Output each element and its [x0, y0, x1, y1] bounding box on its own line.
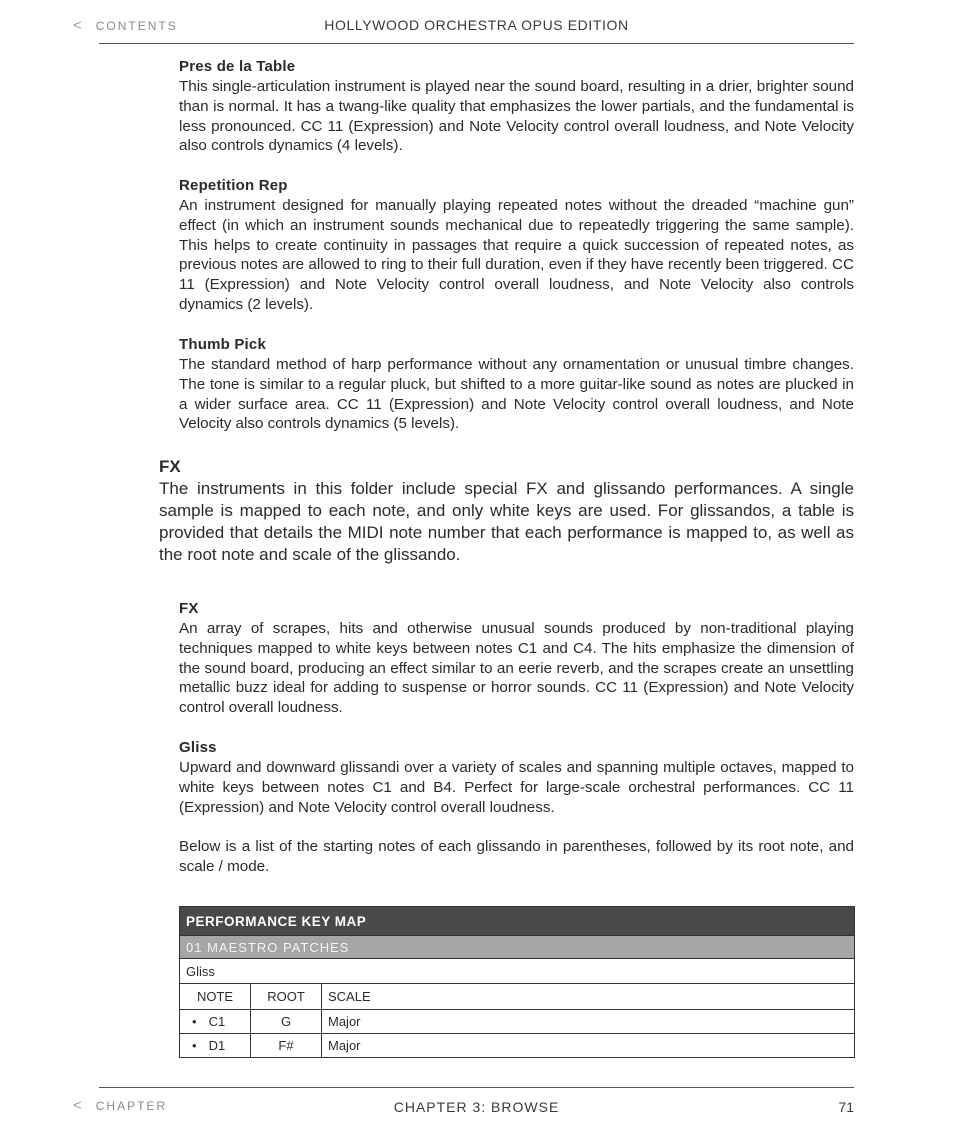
articulation-pres-de-la-table	[179, 57, 854, 156]
note-cell	[180, 1010, 251, 1034]
table-row	[180, 1010, 855, 1034]
fx-section	[159, 456, 854, 566]
fx-item-body: Upward and downward glissandi over a variety of scales and spanning multiple octaves, mapped to white keys between notes C1 and B4. Perfect for large-scale orchestral performances. CC 11 (Expression) and Note Velocity control overall loudness.	[179, 759, 854, 816]
contents-link-label: CONTENTS	[95, 18, 178, 33]
table-row	[180, 1034, 855, 1058]
articulation-body: The standard method of harp performance without any ornamentation or unusual timbre changes. The tone is similar to a regular pluck, but shifted to a more guitar-like sound as notes are plucked in a wider surface area. CC 11 (Expression) and Note Velocity control overall loudness, and Note Velocity also controls dynamics (5 levels).	[179, 356, 854, 433]
chevron-left-icon: <	[73, 17, 82, 34]
chevron-left-icon: <	[73, 1097, 82, 1114]
key-map-group-row	[180, 959, 855, 984]
fx-item-fx	[179, 599, 854, 718]
column-header-note: NOTE	[180, 984, 251, 1010]
articulation-title: Pres de la Table	[179, 58, 296, 75]
articulation-body: This single-articulation instrument is played near the sound board, resulting in a drier, brighter sound than is normal. It has a twang-like quality that emphasizes the lower partials, and the fundamental is less pronounced. CC 11 (Expression) and Note Velocity control overall loudness, and Note Velocity also controls dynamics (4 levels).	[179, 78, 854, 155]
articulation-thumb-pick	[179, 335, 854, 434]
key-map-subheader-row	[180, 936, 855, 959]
fx-item-title: FX	[179, 600, 199, 617]
note-value: C1	[208, 1014, 226, 1029]
note-cell	[180, 1034, 251, 1058]
key-map-title: PERFORMANCE KEY MAP	[180, 907, 855, 936]
articulation-body: An instrument designed for manually playing repeated notes without the dreaded “machine gun” effect (in which an instrument sounds mechanical due to repeatedly triggering the same sample). This helps to create continuity in passages that require a quick succession of repeated notes, as previous notes are allowed to ring to their full duration, even if they have recently been triggered. CC 11 (Expression) and Note Velocity control overall loudness, and Note Velocity also controls dynamics (2 levels).	[179, 197, 854, 313]
articulation-repetition-rep	[179, 176, 854, 315]
bullet-icon: •	[192, 1038, 197, 1053]
section-intro: The instruments in this folder include special FX and glissando performances. A single sample is mapped to each note, and only white keys are used. For glissandos, a table is provided that details the MIDI note number that each performance is mapped to, as well as the root note and scale of the glissando.	[159, 479, 854, 564]
fx-item-gliss	[179, 738, 854, 817]
root-cell: F#	[251, 1034, 322, 1058]
document-title: HOLLYWOOD ORCHESTRA OPUS EDITION	[324, 17, 629, 33]
fx-item-body: An array of scrapes, hits and otherwise unusual sounds produced by non-traditional playing techniques mapped to white keys between notes C1 and C4. The hits emphasize the dimension of the sound board, producing an effect similar to an eerie reverb, and the scrapes create an unsettling metallic buzz ideal for adding to suspense or horror sounds. CC 11 (Expression) and Note Velocity control overall loudness.	[179, 620, 854, 717]
key-map-column-header-row	[180, 984, 855, 1010]
key-map-group: Gliss	[180, 959, 855, 984]
header-divider	[99, 43, 854, 44]
note-value: D1	[208, 1038, 226, 1053]
column-header-scale: SCALE	[322, 984, 855, 1010]
articulation-title: Thumb Pick	[179, 336, 267, 353]
fx-item-title: Gliss	[179, 739, 217, 756]
key-map-table	[179, 906, 855, 1058]
bullet-icon: •	[192, 1014, 197, 1029]
list-intro-text: Below is a list of the starting notes of each glissando in parentheses, followed by its root note, and scale / mode.	[179, 838, 854, 875]
column-header-root: ROOT	[251, 984, 322, 1010]
articulation-title: Repetition Rep	[179, 177, 288, 194]
section-heading: FX	[159, 457, 181, 476]
performance-key-map	[179, 906, 855, 1058]
page-number: 71	[838, 1099, 854, 1115]
footer-divider	[99, 1087, 854, 1088]
glissando-list-intro	[179, 837, 854, 877]
chapter-link-label: CHAPTER	[95, 1098, 168, 1113]
scale-cell: Major	[322, 1010, 855, 1034]
chapter-title: CHAPTER 3: BROWSE	[393, 1099, 560, 1115]
key-map-header-row	[180, 907, 855, 936]
scale-cell: Major	[322, 1034, 855, 1058]
key-map-subtitle: 01 MAESTRO PATCHES	[180, 936, 855, 959]
root-cell: G	[251, 1010, 322, 1034]
